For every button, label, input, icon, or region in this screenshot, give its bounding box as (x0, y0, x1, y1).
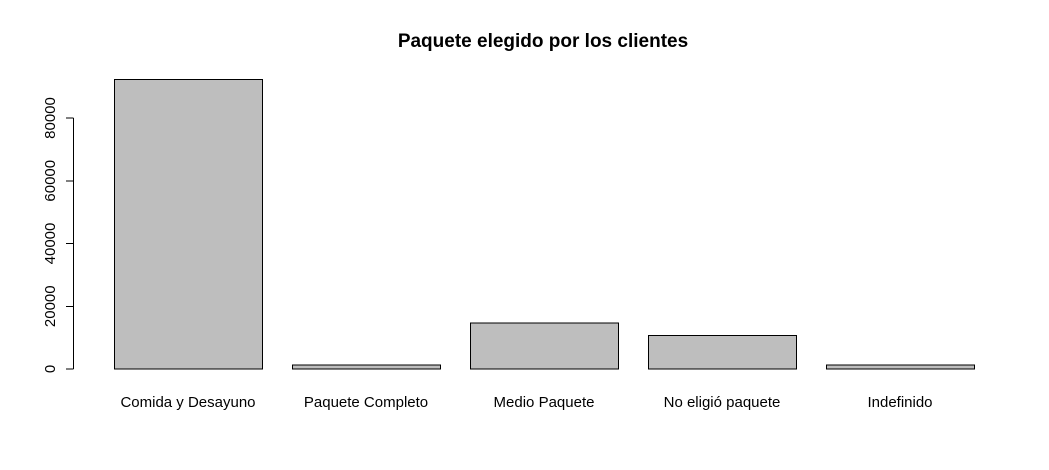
x-tick-label-0: Comida y Desayuno (120, 394, 256, 411)
x-tick-label-4: Indefinido (867, 394, 933, 411)
y-tick-label-2: 40000 (42, 222, 59, 265)
bar-1 (293, 365, 441, 369)
bar-2 (471, 323, 619, 369)
x-axis-labels (120, 394, 932, 411)
y-tick-label-1: 20000 (42, 285, 59, 328)
bar-3 (649, 335, 797, 369)
y-tick-label-0: 0 (42, 364, 59, 374)
x-tick-label-2: Medio Paquete (493, 394, 595, 411)
x-tick-label-1: Paquete Completo (303, 394, 429, 411)
y-axis (42, 97, 74, 373)
chart-title: Paquete elegido por los clientes (397, 31, 689, 52)
y-tick-label-4: 80000 (42, 97, 59, 139)
bars-group (115, 79, 975, 369)
bar-4 (827, 365, 975, 369)
y-tick-label-3: 60000 (42, 159, 59, 202)
x-tick-label-3: No eligió paquete (663, 394, 781, 411)
bar-0 (115, 79, 263, 369)
